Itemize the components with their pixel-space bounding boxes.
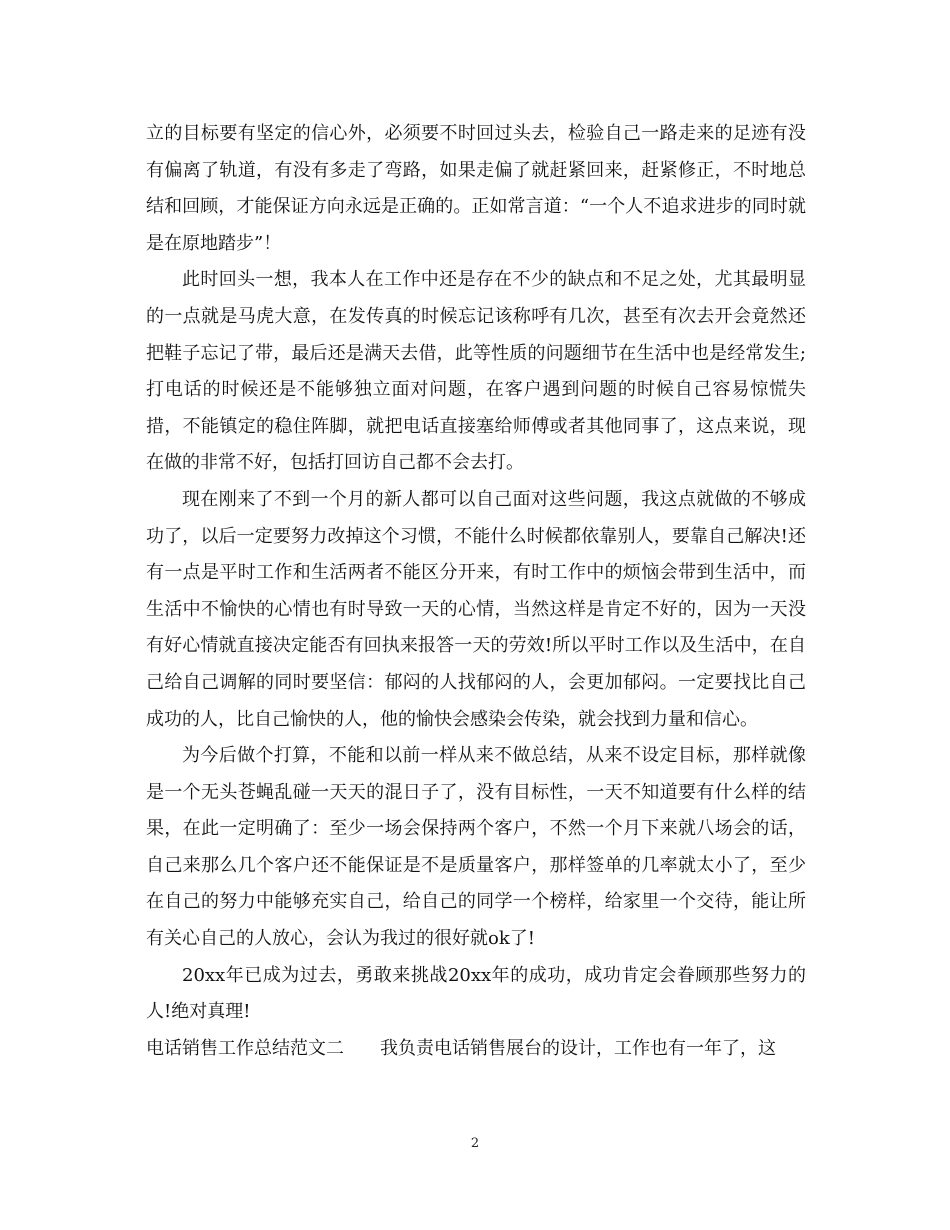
section-intro-text: 我负责电话销售展台的设计，工作也有一年了，这 — [380, 1037, 776, 1059]
section-heading-line — [146, 1031, 806, 1068]
paragraph-conclusion: 20xx年已成为过去，勇敢来挑战20xx年的成功，成功肯定会眷顾那些努力的人!绝对真理! — [146, 964, 806, 1023]
paragraph-plan: 为今后做个打算，不能和以前一样从来不做总结，从来不设定目标，那样就像是一个无头苍蝇乱碰一天天的混日子了，没有目标性，一天不知道要有什么样的结果，在此一定明确了：至少一场会保持两个客户，不然一个月下来就八场会的话，自己来那么几个客户还不能保证是不是质量客户，那样签单的几率就太小了，至少在自己的努力中能够充实自己，给自己的同学一个榜样，给家里一个交待，能让所有关心自己的人放心，会认为我过的很好就ok了! — [146, 745, 806, 950]
paragraph-shortcomings: 此时回头一想，我本人在工作中还是存在不少的缺点和不足之处，尤其最明显的一点就是马虎大意，在发传真的时候忘记该称呼有几次，甚至有次去开会竟然还把鞋子忘记了带，最后还是满天去借，此等性质的问题细节在生活中也是经常发生;打电话的时候还是不能够独立面对问题，在客户遇到问题的时候自己容易惊慌失措，不能镇定的稳住阵脚，就把电话直接塞给师傅或者其他同事了，这点来说，现在做的非常不好，包括打回访自己都不会去打。 — [146, 269, 806, 474]
section-title: 电话销售工作总结范文二 — [146, 1037, 344, 1059]
document-body — [146, 116, 806, 1067]
paragraph-improvement: 现在刚来了不到一个月的新人都可以自己面对这些问题，我这点就做的不够成功了，以后一定要努力改掉这个习惯，不能什么时候都依靠别人，要靠自己解决!还有一点是平时工作和生活两者不能区分开来，有时工作中的烦恼会带到生活中，而生活中不愉快的心情也有时导致一天的心情，当然这样是肯定不好的，因为一天没有好心情就直接决定能否有回执来报答一天的劳效!所以平时工作以及生活中，在自己给自己调解的同时要坚信：郁闷的人找郁闷的人，会更加郁闷。一定要找比自己成功的人，比自己愉快的人，他的愉快会感染会传染，就会找到力量和信心。 — [146, 488, 806, 730]
paragraph-continued: 立的目标要有坚定的信心外，必须要不时回过头去，检验自己一路走来的足迹有没有偏离了轨道，有没有多走了弯路，如果走偏了就赶紧回来，赶紧修正，不时地总结和回顾，才能保证方向永远是正确的。正如常言道：“一个人不追求进步的同时就是在原地踏步”！ — [146, 123, 806, 254]
page-number: 2 — [470, 1136, 480, 1151]
